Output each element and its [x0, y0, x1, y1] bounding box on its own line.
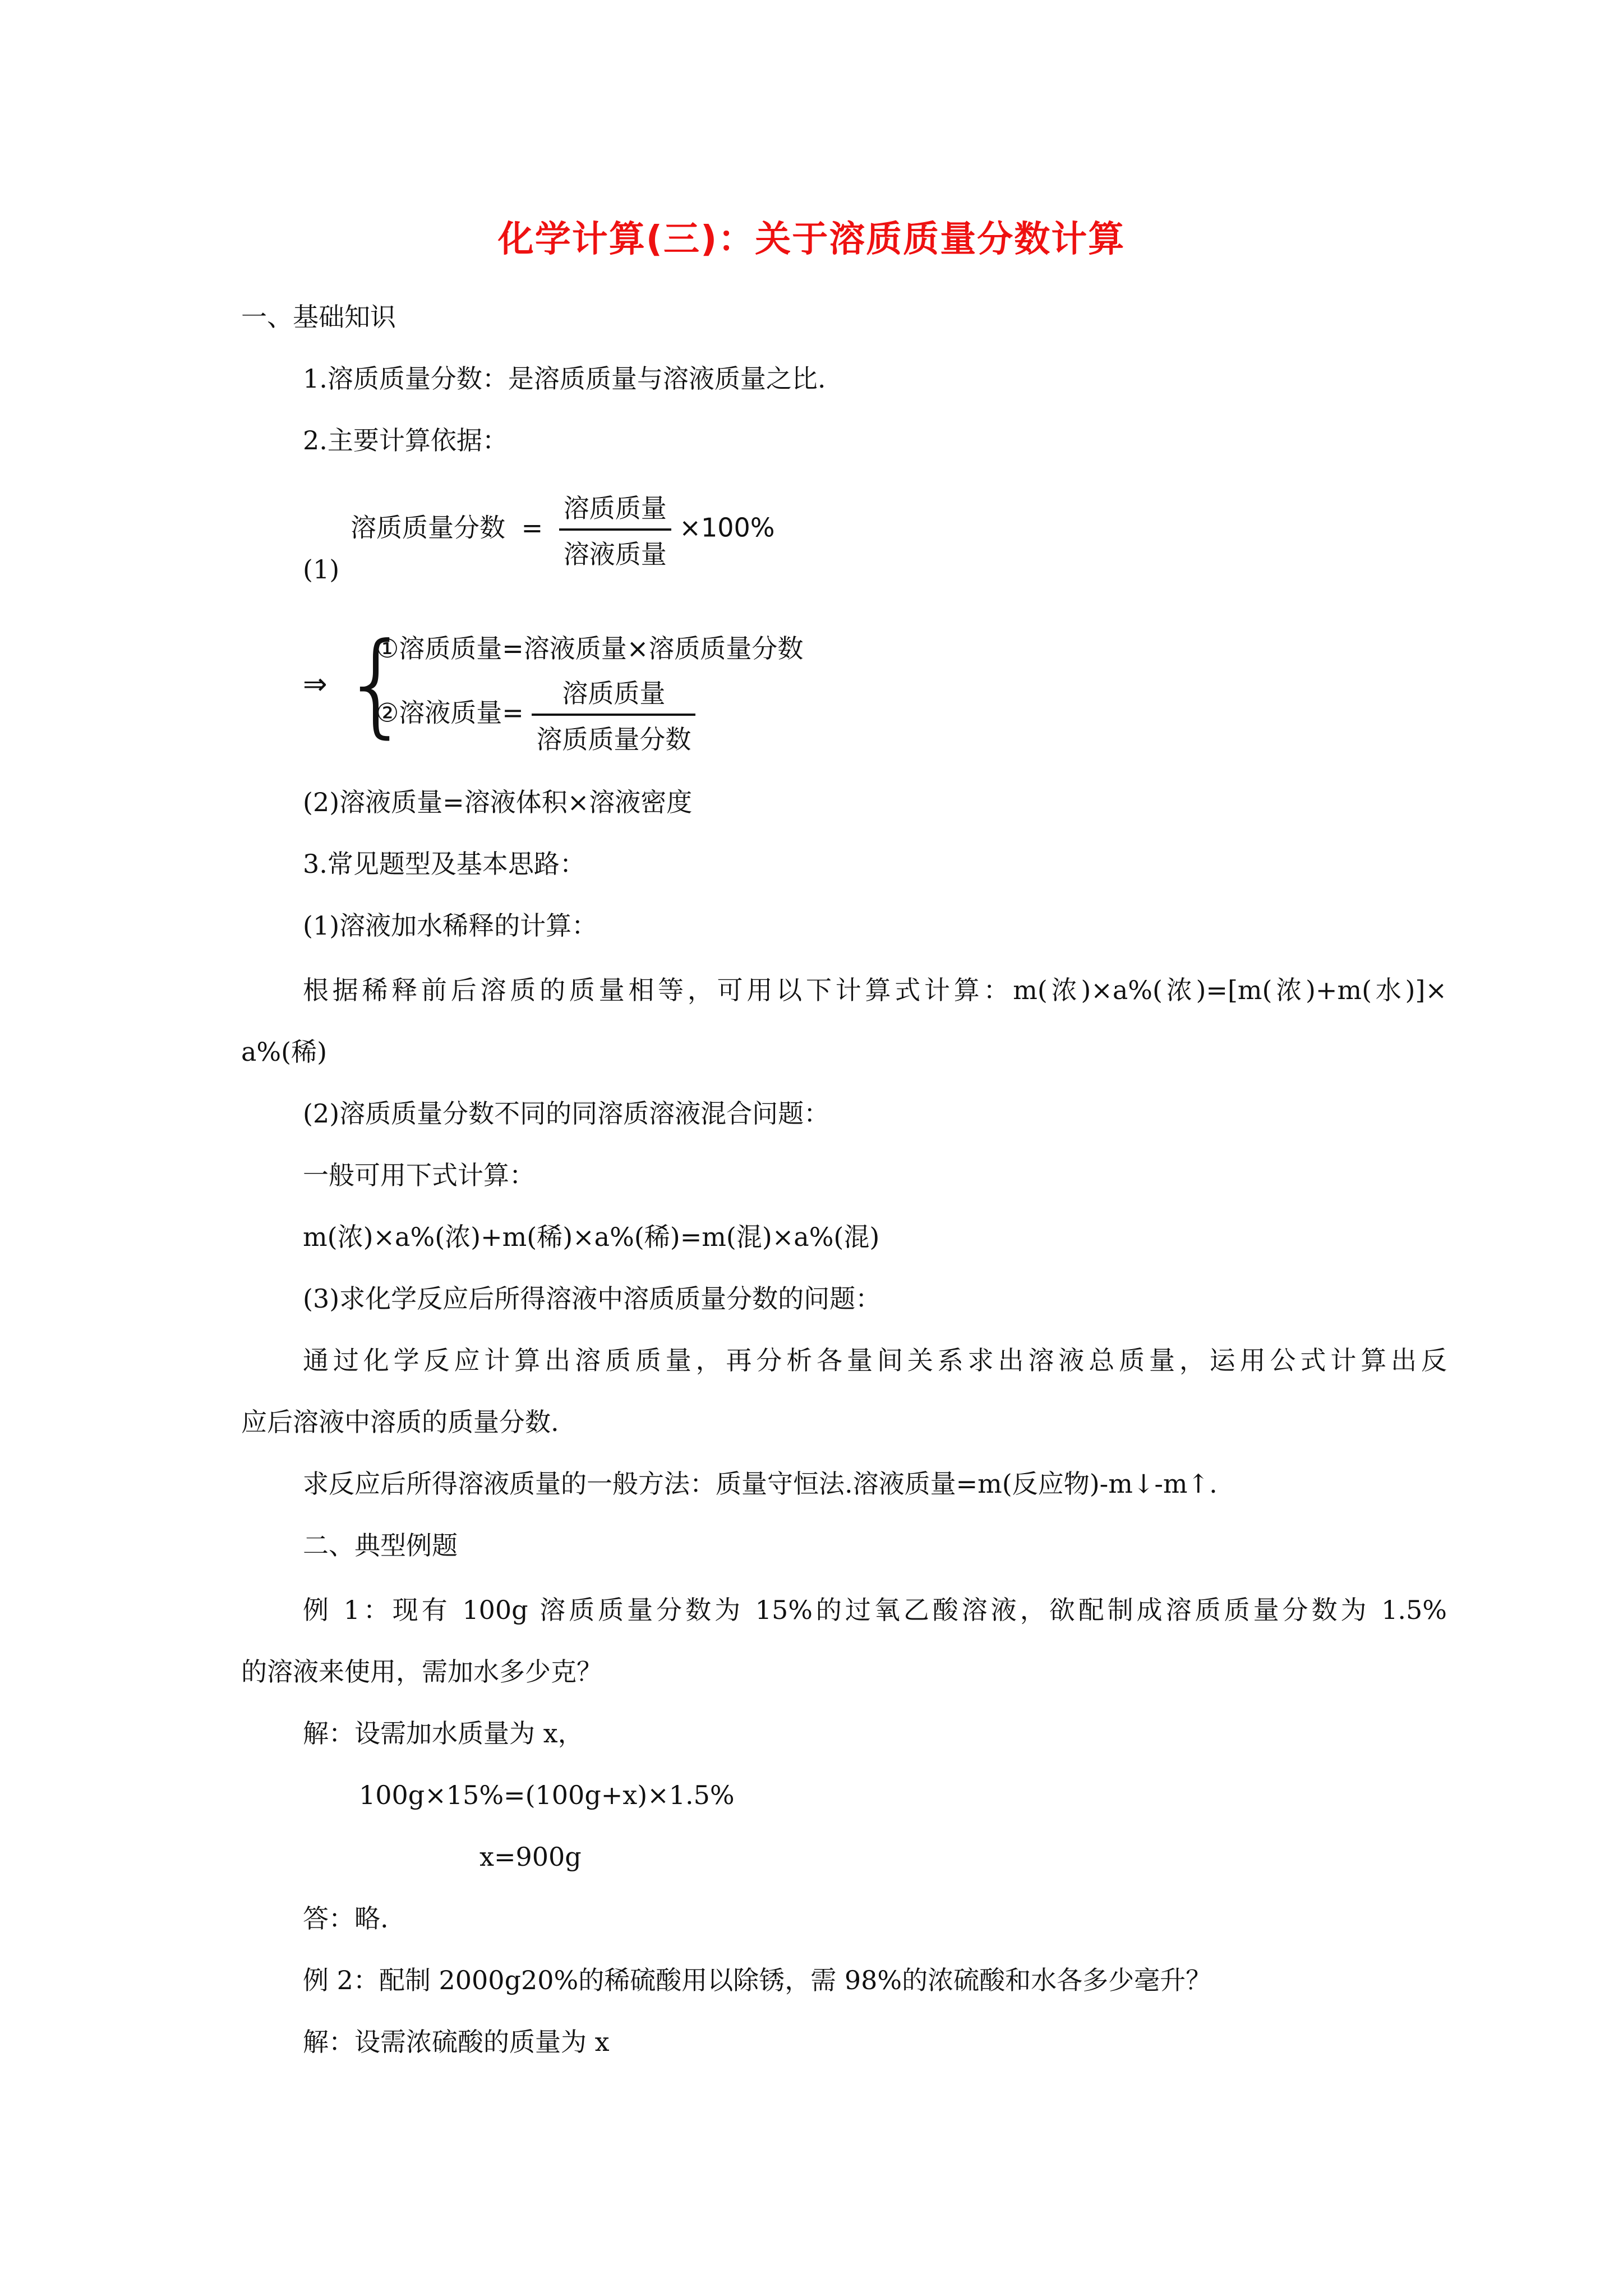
formula-lhs: 溶质质量分数 — [351, 512, 505, 543]
section-heading-basics: 一、基础知识 — [241, 302, 396, 332]
formula-tail: ×100% — [679, 512, 775, 543]
example-2-question: 例 2：配制 2000g20%的稀硫酸用以除锈，需 98%的浓硫酸和水各多少毫升？ — [303, 1965, 1212, 1995]
derived-formula-1: ①溶质质量=溶液质量×溶质质量分数 — [376, 633, 804, 664]
paragraph-mixing-intro: 一般可用下式计算： — [303, 1160, 535, 1190]
paragraph-mass-conservation: 求反应后所得溶液质量的一般方法：质量守恒法.溶液质量=m(反应物)-m↓-m↑. — [303, 1469, 1218, 1499]
derived-formula-2 — [376, 673, 695, 756]
example-1-solution: 解：设需加水质量为 x， — [303, 1718, 584, 1749]
section-heading-examples: 二、典型例题 — [303, 1530, 458, 1561]
paragraph-reaction: (3)求化学反应后所得溶液中溶质质量分数的问题： — [303, 1283, 882, 1314]
paragraph-reaction-method-cont: 应后溶液中溶质的质量分数. — [241, 1407, 559, 1437]
example-2-solution: 解：设需浓硫酸的质量为 x — [303, 2027, 610, 2057]
mass-fraction-formula — [351, 488, 774, 571]
derived-formula-2-lhs: ②溶液质量= — [376, 697, 524, 728]
document-title: 化学计算(三)：关于溶质质量分数计算 — [497, 219, 1126, 260]
example-1-equation: 100g×15%=(100g+x)×1.5% — [359, 1780, 735, 1810]
derived-fraction — [532, 673, 695, 756]
paragraph-solution-mass: (2)溶液质量=溶液体积×溶液密度 — [303, 787, 693, 817]
fraction-numerator: 溶质质量 — [559, 488, 671, 531]
paragraph-mixing-formula: m(浓)×a%(浓)+m(稀)×a%(稀)=m(混)×a%(混) — [303, 1222, 880, 1252]
example-1-question-cont: 的溶液来使用，需加水多少克？ — [241, 1657, 602, 1687]
example-1-result: x=900g — [479, 1842, 582, 1872]
paragraph-dilution-formula: 根据稀释前后溶质的质量相等，可用以下计算式计算：m(浓)×a%(浓)=[m(浓)+m(水)]× — [303, 975, 1447, 1005]
formula-label-1: (1) — [303, 554, 340, 585]
formula-equals: = — [521, 512, 543, 543]
formula-fraction — [559, 488, 671, 571]
fraction-denominator: 溶液质量 — [563, 539, 667, 569]
paragraph-dilution: (1)溶液加水稀释的计算： — [303, 910, 598, 941]
paragraph-problem-types: 3.常见题型及基本思路： — [303, 849, 585, 879]
implies-arrow: ⇒ — [303, 668, 328, 701]
paragraph-basis: 2.主要计算依据： — [303, 425, 508, 455]
paragraph-reaction-method: 通过化学反应计算出溶质质量，再分析各量间关系求出溶液总质量，运用公式计算出反 — [303, 1345, 1447, 1375]
paragraph-mixing: (2)溶质质量分数不同的同溶质溶液混合问题： — [303, 1098, 830, 1129]
example-1-question: 例 1：现有 100g 溶质质量分数为 15%的过氧乙酸溶液，欲配制成溶质质量分数为 1.5% — [303, 1595, 1447, 1625]
example-1-answer: 答：略. — [303, 1903, 389, 1934]
left-brace: { — [341, 619, 413, 749]
paragraph-definition: 1.溶质质量分数：是溶质质量与溶液质量之比. — [303, 364, 826, 394]
derived-formulas — [303, 619, 920, 757]
derived-fraction-numerator: 溶质质量 — [532, 673, 695, 716]
derived-fraction-denominator: 溶质质量分数 — [536, 724, 691, 754]
paragraph-dilution-formula-cont: a%(稀) — [241, 1037, 328, 1067]
